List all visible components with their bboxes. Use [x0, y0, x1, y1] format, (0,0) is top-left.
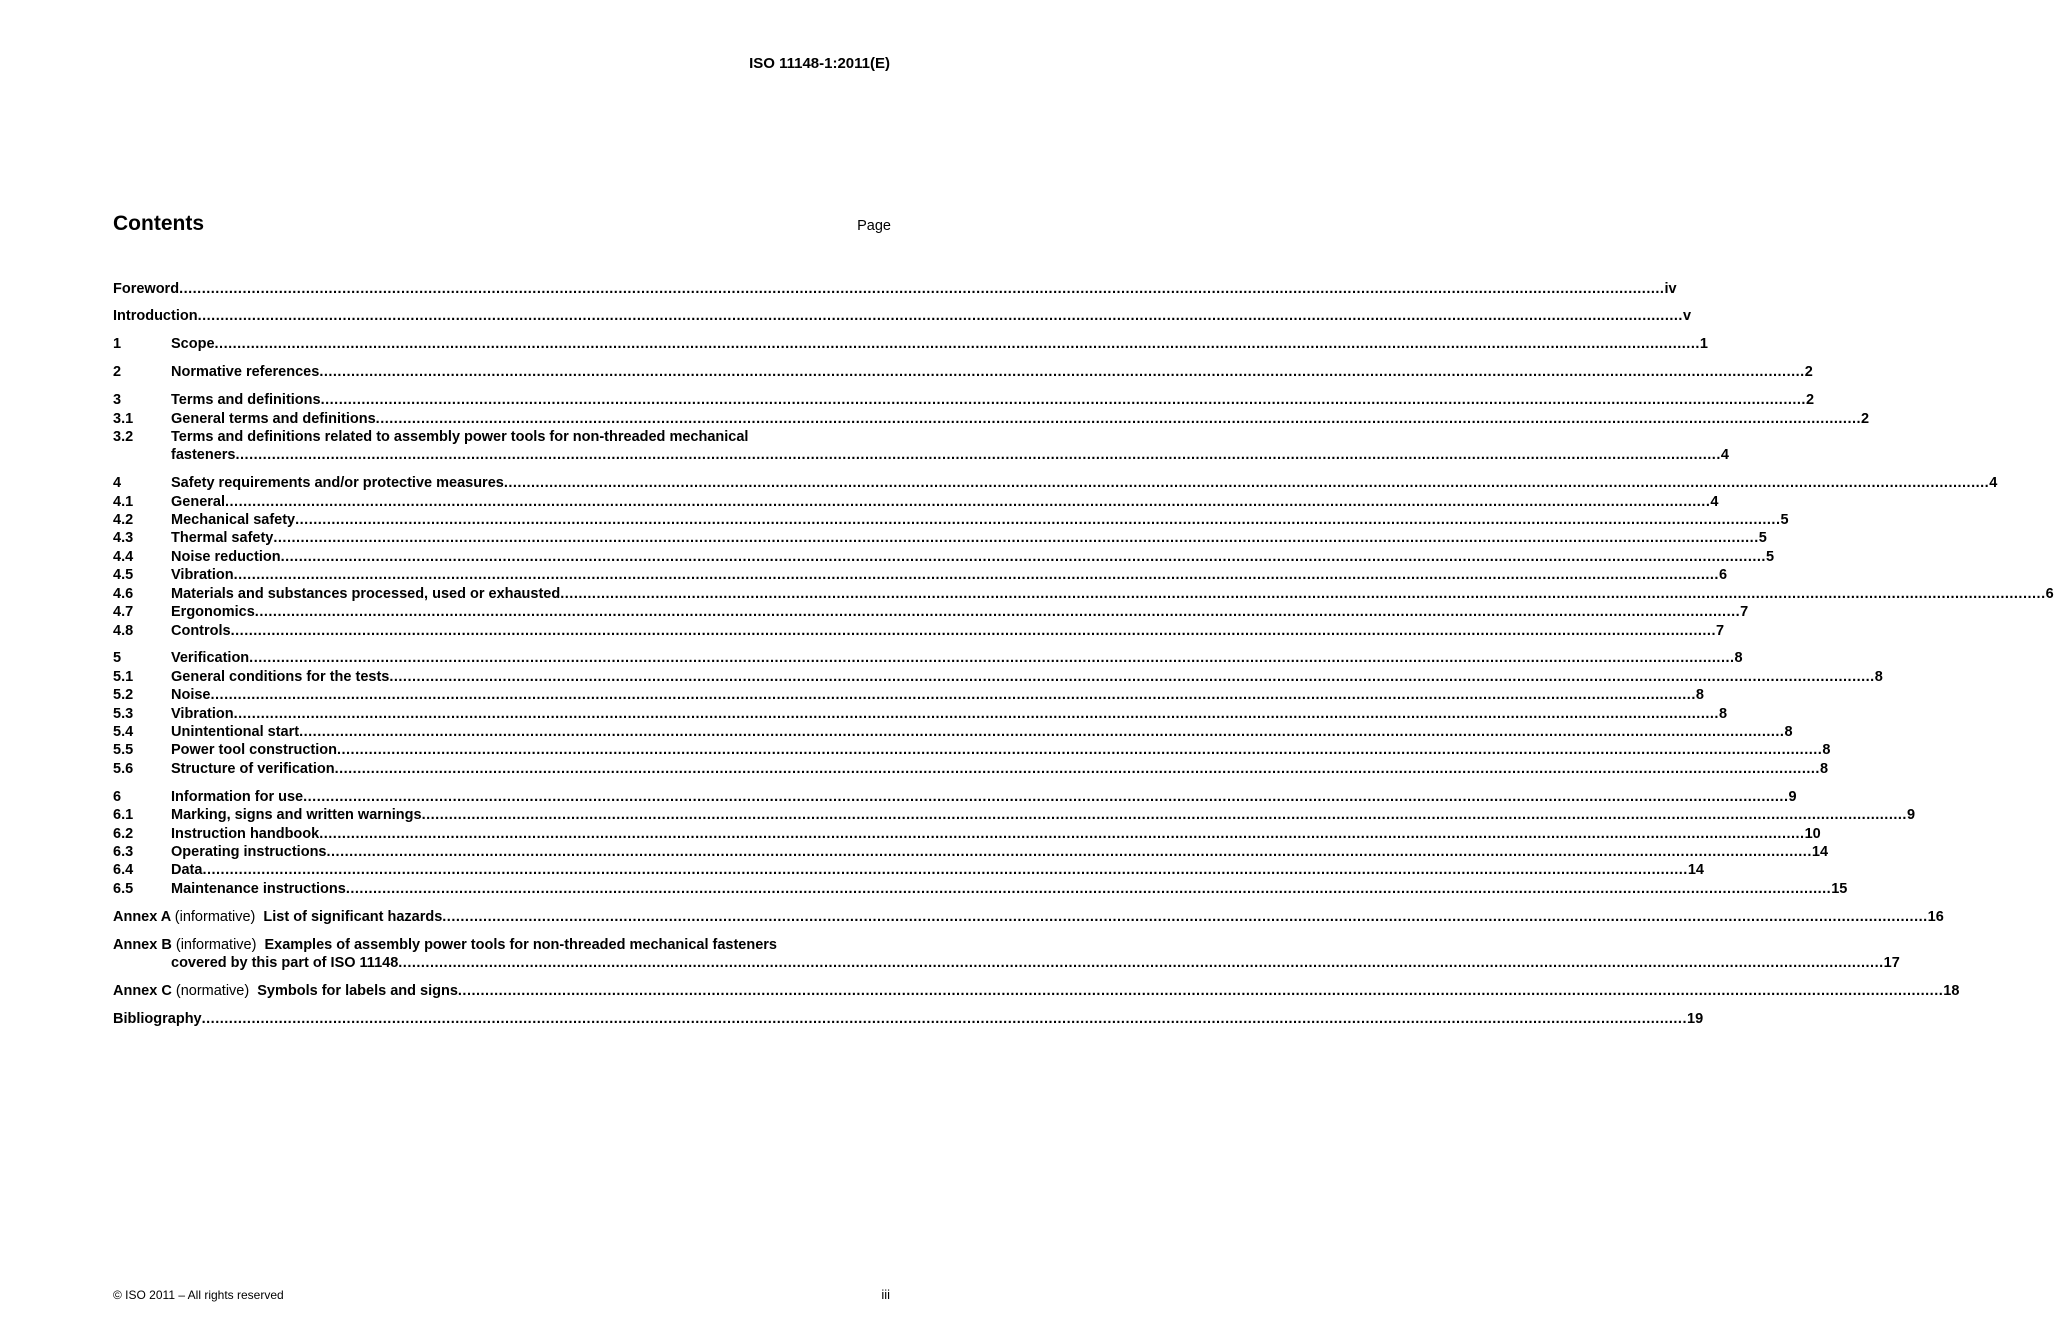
- toc-entry-label: Verification: [171, 650, 250, 667]
- toc-entry-number: 4.3: [113, 530, 134, 547]
- toc-entry-number: 5.3: [113, 705, 134, 722]
- toc-entry-label: Maintenance instructions: [171, 880, 346, 897]
- toc-entry[interactable]: [113, 741, 1831, 759]
- toc-entry-page: 19: [1687, 1010, 1704, 1027]
- toc-entry-number: 5.4: [113, 724, 134, 741]
- toc-entry-number: 6: [113, 788, 122, 805]
- toc-entry-label: Unintentional start: [171, 724, 300, 741]
- toc-dot-leader: ........................................................................................................................................................................................................................................................................................................................................: [375, 410, 1862, 427]
- toc-dot-leader: ........................................................................................................................................................................................................................................................................................................................................: [202, 862, 1688, 879]
- toc-dot-leader: ........................................................................................................................................................................................................................................................................................................................................: [295, 512, 1781, 529]
- toc-entry[interactable]: [113, 843, 1829, 861]
- toc-entry-page: 9: [1906, 807, 1916, 824]
- toc-entry-number: 5.2: [113, 687, 134, 704]
- toc-entry-label: Controls: [171, 622, 231, 639]
- toc-dot-leader: ........................................................................................................................................................................................................................................................................................................................................: [457, 982, 1944, 999]
- toc-dot-leader: ........................................................................................................................................................................................................................................................................................................................................: [326, 843, 1812, 860]
- toc-dot-leader: ........................................................................................................................................................................................................................................................................................................................................: [233, 705, 1719, 722]
- toc-entry-page: 8: [1819, 760, 1829, 777]
- toc-entry[interactable]: [113, 493, 1719, 511]
- toc-entry-label: Ergonomics: [171, 604, 255, 621]
- toc-entry-page: 8: [1822, 742, 1831, 759]
- toc-entry-number: 4.8: [113, 622, 134, 639]
- toc-annex-continuation[interactable]: [113, 954, 1900, 972]
- toc-dot-leader: ........................................................................................................................................................................................................................................................................................................................................: [389, 668, 1875, 685]
- toc-entry-page: 8: [1695, 687, 1704, 704]
- toc-entry-label: Operating instructions: [171, 843, 327, 860]
- toc-dot-leader: ........................................................................................................................................................................................................................................................................................................................................: [201, 1010, 1687, 1027]
- copyright-footer: © ISO 2011 – All rights reserved: [113, 1288, 284, 1302]
- page-column-label: Page: [857, 218, 891, 234]
- toc-annex-entry[interactable]: [113, 936, 891, 954]
- annex-kind: (informative): [174, 908, 256, 925]
- toc-entry-number: 5.6: [113, 760, 134, 777]
- toc-entry-page: v: [1682, 308, 1692, 325]
- document-id-header: ISO 11148-1:2011(E): [749, 55, 890, 72]
- toc-dot-leader: ........................................................................................................................................................................................................................................................................................................................................: [319, 825, 1805, 842]
- toc-entry-label: Foreword: [113, 280, 180, 297]
- toc-entry-number: 5.1: [113, 668, 134, 685]
- toc-entry-page: 9: [1788, 788, 1797, 805]
- toc-entry[interactable]: [113, 622, 1725, 640]
- toc-entry[interactable]: [113, 880, 1848, 898]
- toc-entry-label: Materials and substances processed, used or exhausted: [171, 585, 561, 602]
- toc-dot-leader: ........................................................................................................................................................................................................................................................................................................................................: [273, 530, 1759, 547]
- toc-entry-page: 17: [1883, 955, 1900, 971]
- page-number-footer: iii: [881, 1287, 890, 1302]
- toc-entry-page: 6: [2045, 585, 2054, 602]
- toc-entry-label: General terms and definitions: [171, 410, 376, 427]
- toc-entry-page: iv: [1664, 280, 1677, 297]
- toc-entry-page: 10: [1804, 825, 1821, 842]
- toc-entry[interactable]: [113, 806, 1916, 824]
- toc-entry[interactable]: [113, 825, 1821, 843]
- toc-entry[interactable]: [113, 474, 1998, 492]
- toc-entry-label: Marking, signs and written warnings: [171, 807, 422, 824]
- toc-entry-number: 6.2: [113, 825, 134, 842]
- toc-entry-page: 4: [1989, 475, 1998, 492]
- toc-entry-page: 8: [1718, 705, 1728, 722]
- toc-dot-leader: ........................................................................................................................................................................................................................................................................................................................................: [210, 687, 1696, 704]
- toc-entry-page: 5: [1780, 512, 1789, 529]
- toc-entry-number: 4: [113, 475, 122, 492]
- toc-entry-label: Terms and definitions related to assembly power tools for non-threaded mechanical: [171, 428, 749, 445]
- toc-entry-page: 2: [1805, 392, 1815, 409]
- toc-entry-page: 4: [1720, 447, 1729, 464]
- toc-entry-label: Vibration: [171, 705, 234, 722]
- toc-entry[interactable]: [113, 723, 1793, 741]
- toc-entry-label: Introduction: [113, 308, 198, 325]
- toc-entry-number: 3.2: [113, 428, 134, 445]
- toc-entry[interactable]: [113, 668, 1883, 686]
- toc-entry-label: General conditions for the tests: [171, 668, 390, 685]
- toc-entry[interactable]: [113, 585, 2054, 603]
- toc-entry[interactable]: [113, 410, 1870, 428]
- toc-entry-label: [113, 982, 458, 1000]
- toc-dot-leader: ........................................................................................................................................................................................................................................................................................................................................: [303, 788, 1789, 805]
- toc-annex-entry[interactable]: [113, 982, 1960, 1000]
- toc-entry-number: 6.1: [113, 807, 134, 824]
- toc-entry[interactable]: [113, 548, 1775, 566]
- table-of-contents: [113, 270, 2054, 1028]
- toc-entry[interactable]: [113, 307, 1692, 325]
- toc-entry-label: Power tool construction: [171, 742, 337, 759]
- toc-entry-label: Instruction handbook: [171, 825, 320, 842]
- toc-dot-leader: ........................................................................................................................................................................................................................................................................................................................................: [421, 807, 1907, 824]
- toc-entry-number: 4.1: [113, 493, 134, 510]
- toc-entry-number: 1: [113, 336, 122, 353]
- toc-entry-page: 4: [1710, 493, 1719, 510]
- annex-kind: (informative): [175, 936, 257, 953]
- toc-entry-number: 2: [113, 364, 122, 381]
- toc-entry-number: 5: [113, 650, 122, 667]
- toc-dot-leader: ........................................................................................................................................................................................................................................................................................................................................: [442, 908, 1928, 925]
- toc-entry-label: Data: [171, 862, 203, 879]
- toc-entry-label: Normative references: [171, 364, 320, 381]
- annex-title: Symbols for labels and signs: [257, 982, 458, 999]
- toc-entry-page: 5: [1765, 548, 1775, 565]
- toc-entry-label: covered by this part of ISO 11148: [171, 955, 399, 971]
- toc-entry-page: 5: [1758, 530, 1767, 547]
- toc-entry-number: 6.4: [113, 862, 134, 879]
- toc-entry-label: Thermal safety: [171, 530, 274, 547]
- toc-dot-leader: ........................................................................................................................................................................................................................................................................................................................................: [235, 447, 1721, 464]
- toc-entry-number: 4.7: [113, 604, 134, 621]
- toc-entry-number: 3: [113, 392, 122, 409]
- toc-entry-page: 2: [1804, 364, 1813, 381]
- toc-entry-label: Information for use: [171, 788, 304, 805]
- toc-dot-leader: ........................................................................................................................................................................................................................................................................................................................................: [560, 585, 2046, 602]
- toc-entry[interactable]: [113, 760, 1829, 778]
- toc-bibliography-entry[interactable]: [113, 1010, 1704, 1028]
- toc-entry[interactable]: [113, 705, 1728, 723]
- toc-entry[interactable]: [113, 363, 1813, 381]
- toc-entry-number: 6.5: [113, 880, 134, 897]
- toc-entry-page: 7: [1715, 622, 1725, 639]
- toc-entry-page: 6: [1718, 567, 1728, 584]
- toc-dot-leader: ........................................................................................................................................................................................................................................................................................................................................: [197, 308, 1683, 325]
- toc-entry[interactable]: [113, 686, 1704, 704]
- toc-entry[interactable]: [113, 603, 1749, 621]
- toc-dot-leader: ........................................................................................................................................................................................................................................................................................................................................: [299, 724, 1785, 741]
- toc-entry-number: 4.4: [113, 548, 134, 565]
- toc-entry-label: Vibration: [171, 567, 234, 584]
- toc-entry-number: 5.5: [113, 742, 134, 759]
- toc-dot-leader: ........................................................................................................................................................................................................................................................................................................................................: [225, 493, 1711, 510]
- toc-entry-label: Noise reduction: [171, 548, 281, 565]
- toc-entry-continuation[interactable]: [113, 446, 1729, 464]
- toc-entry-page: 7: [1740, 604, 1749, 621]
- toc-dot-leader: ........................................................................................................................................................................................................................................................................................................................................: [214, 336, 1700, 353]
- toc-entry[interactable]: [113, 511, 1789, 529]
- toc-entry-label: Bibliography: [113, 1010, 202, 1027]
- toc-annex-entry[interactable]: [113, 908, 1944, 926]
- toc-dot-leader: ........................................................................................................................................................................................................................................................................................................................................: [503, 475, 1990, 492]
- toc-entry-label: Mechanical safety: [171, 512, 296, 529]
- annex-kind: (normative): [175, 982, 250, 999]
- toc-entry[interactable]: [113, 391, 1815, 409]
- annex-prefix: Annex B: [113, 936, 172, 953]
- annex-title: List of significant hazards: [263, 908, 443, 925]
- toc-dot-leader: ........................................................................................................................................................................................................................................................................................................................................: [398, 955, 1884, 971]
- toc-entry-page: 18: [1943, 982, 1960, 999]
- toc-entry[interactable]: [113, 529, 1767, 547]
- toc-dot-leader: ........................................................................................................................................................................................................................................................................................................................................: [334, 760, 1820, 777]
- toc-entry-page: 2: [1861, 410, 1870, 427]
- toc-dot-leader: ........................................................................................................................................................................................................................................................................................................................................: [233, 567, 1719, 584]
- toc-entry-number: 6.3: [113, 843, 134, 860]
- toc-dot-leader: ........................................................................................................................................................................................................................................................................................................................................: [230, 622, 1716, 639]
- toc-dot-leader: ........................................................................................................................................................................................................................................................................................................................................: [320, 392, 1806, 409]
- toc-entry-label: Structure of verification: [171, 760, 335, 777]
- toc-entry-label: [113, 908, 442, 926]
- toc-entry[interactable]: [113, 280, 1677, 298]
- annex-prefix: Annex A: [113, 908, 171, 925]
- toc-dot-leader: ........................................................................................................................................................................................................................................................................................................................................: [336, 742, 1823, 759]
- toc-dot-leader: ........................................................................................................................................................................................................................................................................................................................................: [280, 548, 1766, 565]
- toc-entry-label: Terms and definitions: [171, 392, 321, 409]
- toc-entry-page: 8: [1784, 724, 1793, 741]
- toc-dot-leader: ........................................................................................................................................................................................................................................................................................................................................: [319, 364, 1805, 381]
- toc-entry-label: Scope: [171, 336, 215, 353]
- toc-entry[interactable]: [113, 788, 1797, 806]
- toc-dot-leader: ........................................................................................................................................................................................................................................................................................................................................: [345, 880, 1832, 897]
- toc-entry-page: 16: [1927, 908, 1944, 925]
- toc-dot-leader: ........................................................................................................................................................................................................................................................................................................................................: [249, 650, 1735, 667]
- toc-entry-page: 8: [1734, 650, 1743, 667]
- toc-entry-page: 15: [1831, 880, 1848, 897]
- contents-title-row: [113, 210, 891, 240]
- toc-entry-page: 14: [1811, 843, 1829, 860]
- toc-entry-label: Safety requirements and/or protective measures: [171, 475, 504, 492]
- toc-entry-page: 1: [1699, 336, 1708, 353]
- toc-entry[interactable]: [113, 566, 1728, 584]
- toc-entry-label: fasteners: [171, 447, 236, 464]
- toc-entry-page: 14: [1687, 862, 1704, 879]
- toc-entry[interactable]: [113, 649, 1743, 667]
- toc-entry[interactable]: [113, 428, 891, 446]
- annex-prefix: Annex C: [113, 982, 172, 999]
- page-title: Contents: [113, 212, 204, 235]
- toc-entry-page: 8: [1874, 668, 1883, 685]
- toc-entry-label: General: [171, 493, 225, 510]
- toc-entry[interactable]: [113, 861, 1704, 879]
- toc-entry-label: Noise: [171, 687, 211, 704]
- toc-entry-number: 3.1: [113, 410, 134, 427]
- toc-dot-leader: ........................................................................................................................................................................................................................................................................................................................................: [179, 280, 1665, 297]
- toc-entry-number: 4.2: [113, 512, 134, 529]
- toc-entry-number: 4.6: [113, 585, 134, 602]
- toc-entry-label: [113, 936, 777, 954]
- toc-dot-leader: ........................................................................................................................................................................................................................................................................................................................................: [254, 604, 1741, 621]
- toc-entry-number: 4.5: [113, 567, 134, 584]
- annex-title: Examples of assembly power tools for non-threaded mechanical fasteners: [264, 936, 777, 953]
- toc-entry[interactable]: [113, 335, 1708, 353]
